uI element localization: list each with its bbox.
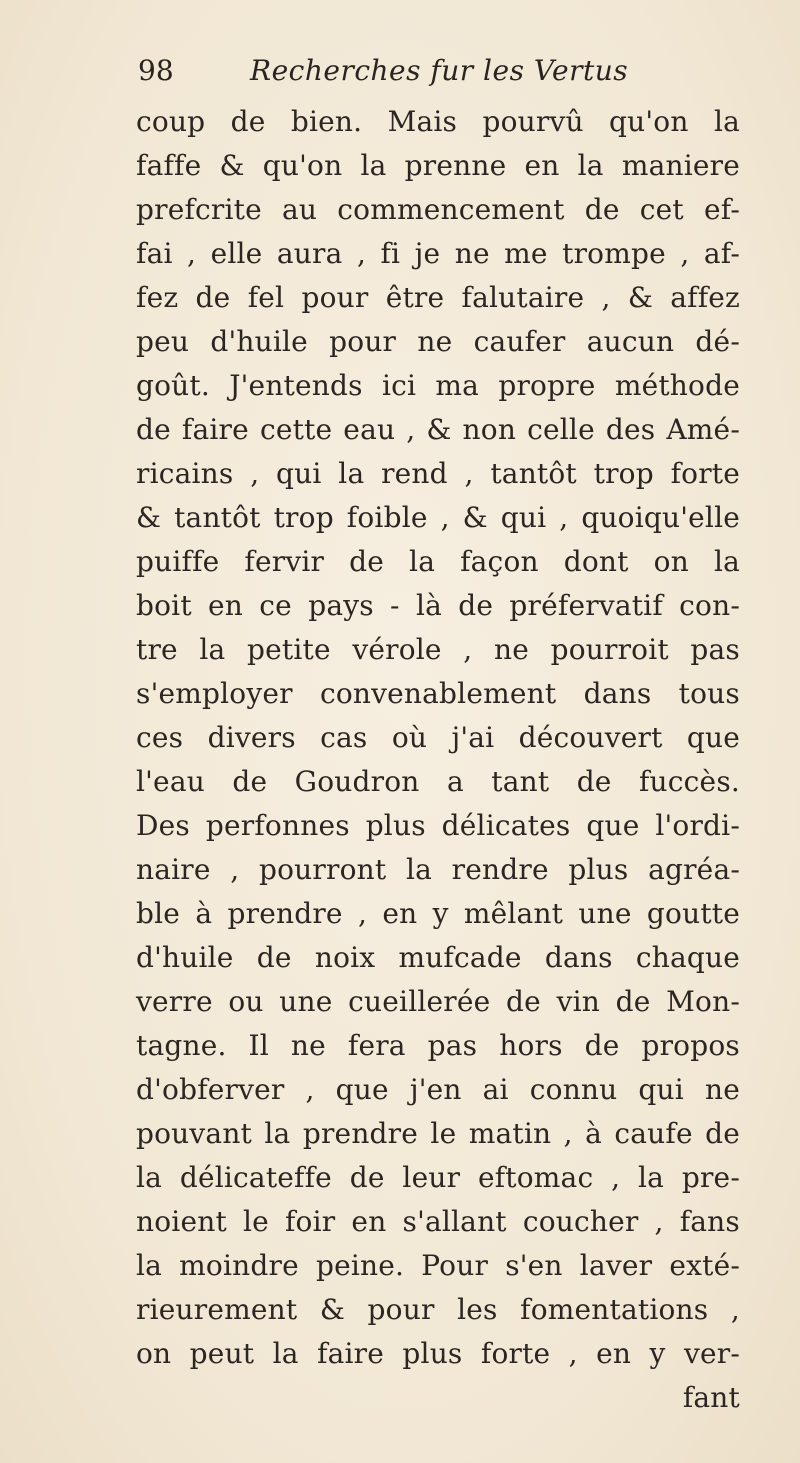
text-line: tre la petite vérole , ne pourroit pas <box>136 633 740 666</box>
text-line: fai , elle aura , fi je ne me trompe , af- <box>136 237 740 270</box>
catchword: fant <box>682 1381 740 1414</box>
text-line: on peut la faire plus forte , en y ver- <box>136 1337 740 1370</box>
text-line: la moindre peine. Pour s'en laver exté- <box>136 1249 740 1282</box>
text-line: Des perfonnes plus délicates que l'ordi- <box>136 809 740 842</box>
text-line: faffe & qu'on la prenne en la maniere <box>136 149 740 182</box>
text-line: & tantôt trop foible , & qui , quoiqu'elle <box>136 501 740 534</box>
text-line: puiffe fervir de la façon dont on la <box>136 545 740 578</box>
text-line: goût. J'entends ici ma propre méthode <box>136 369 740 402</box>
page-number: 98 <box>138 54 174 87</box>
text-line: ble à prendre , en y mêlant une goutte <box>136 897 740 930</box>
text-line: rieurement & pour les fomentations , <box>136 1293 740 1326</box>
text-line: noient le foir en s'allant coucher , fans <box>136 1205 740 1238</box>
text-line: s'employer convenablement dans tous <box>136 677 740 710</box>
body-text <box>136 100 740 1420</box>
running-title: Recherches fur les Vertus <box>250 54 629 87</box>
text-line: tagne. Il ne fera pas hors de propos <box>136 1029 740 1062</box>
text-line: verre ou une cueillerée de vin de Mon- <box>136 985 740 1018</box>
text-line: coup de bien. Mais pourvû qu'on la <box>136 105 740 138</box>
running-head <box>138 46 718 96</box>
text-line: ricains , qui la rend , tantôt trop forte <box>136 457 740 490</box>
text-line: boit en ce pays - là de préfervatif con- <box>136 589 740 622</box>
text-line: d'huile de noix mufcade dans chaque <box>136 941 740 974</box>
text-line: ces divers cas où j'ai découvert que <box>136 721 740 754</box>
text-line: pouvant la prendre le matin , à caufe de <box>136 1117 740 1150</box>
text-line: fez de fel pour être falutaire , & affez <box>136 281 740 314</box>
text-line: de faire cette eau , & non celle des Amé- <box>136 413 740 446</box>
text-line: d'obferver , que j'en ai connu qui ne <box>136 1073 740 1106</box>
text-line: naire , pourront la rendre plus agréa- <box>136 853 740 886</box>
text-line: la délicateffe de leur eftomac , la pre- <box>136 1161 740 1194</box>
text-line: prefcrite au commencement de cet ef- <box>136 193 740 226</box>
text-line: peu d'huile pour ne caufer aucun dé- <box>136 325 740 358</box>
text-line: l'eau de Goudron a tant de fuccès. <box>136 765 740 798</box>
